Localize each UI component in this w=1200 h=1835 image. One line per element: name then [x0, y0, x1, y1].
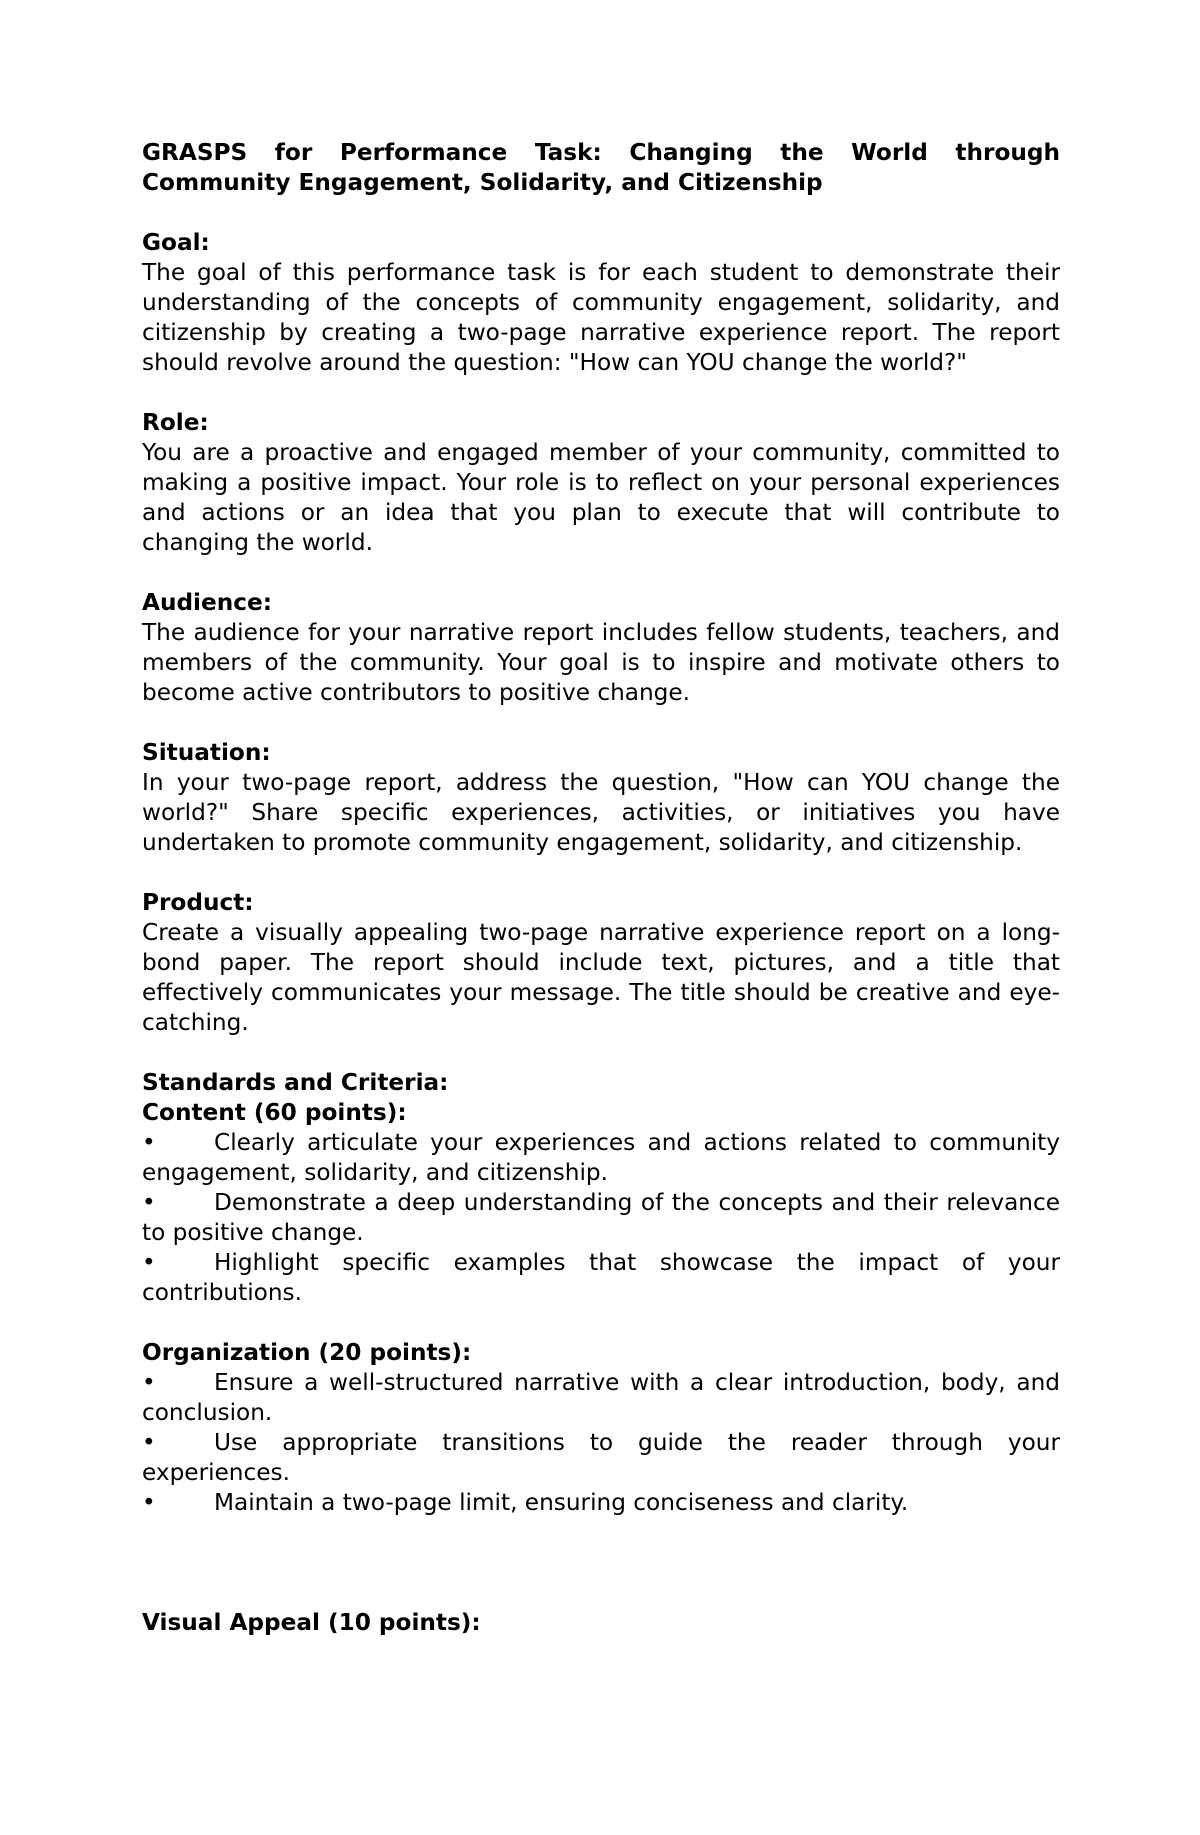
- bullet-icon: •: [142, 1189, 156, 1216]
- standards-heading: Standards and Criteria:: [142, 1069, 449, 1096]
- bullet-icon: •: [142, 1129, 156, 1156]
- organization-bullet-text: Ensure a well-structured narrative with a clear introduction, body, and conclusion.: [142, 1369, 1060, 1426]
- situation-text: In your two-page report, address the question, "How can YOU change the world?" Share specific experiences, activities, or initiatives you have undertaken to promote community engagement, solidarity, and citizenship.: [142, 769, 1060, 856]
- organization-bullet-text: Use appropriate transitions to guide the reader through your experiences.: [142, 1429, 1060, 1486]
- audience-section: [142, 588, 1060, 708]
- organization-bullet-text: Maintain a two-page limit, ensuring conciseness and clarity.: [214, 1489, 909, 1516]
- standards-section: [142, 1068, 1060, 1308]
- organization-section: [142, 1338, 1060, 1518]
- bullet-icon: •: [142, 1489, 156, 1516]
- situation-heading: Situation:: [142, 739, 271, 766]
- bullet-icon: •: [142, 1249, 156, 1276]
- bullet-icon: •: [142, 1369, 156, 1396]
- organization-bullet-item: [142, 1428, 1060, 1488]
- product-heading: Product:: [142, 889, 254, 916]
- content-bullet-item: [142, 1128, 1060, 1188]
- content-bullet-text: Clearly articulate your experiences and actions related to community engagement, solidarity, and citizenship.: [142, 1129, 1060, 1186]
- audience-heading: Audience:: [142, 589, 272, 616]
- goal-text: The goal of this performance task is for each student to demonstrate their understanding of the concepts of community engagement, solidarity, and citizenship by creating a two-page narrative experience report. The report should revolve around the question: "How can YOU change the world?": [142, 259, 1060, 376]
- content-bullet-text: Demonstrate a deep understanding of the concepts and their relevance to positive change.: [142, 1189, 1060, 1246]
- content-bullet-item: [142, 1248, 1060, 1308]
- content-bullet-item: [142, 1188, 1060, 1248]
- organization-bullet-item: [142, 1488, 1060, 1518]
- content-bullet-text: Highlight specific examples that showcase the impact of your contributions.: [142, 1249, 1060, 1306]
- document-page: [142, 138, 1060, 1638]
- content-heading: Content (60 points):: [142, 1099, 407, 1126]
- visual-appeal-section: [142, 1608, 1060, 1638]
- audience-text: The audience for your narrative report includes fellow students, teachers, and members of the community. Your goal is to inspire and motivate others to become active contributors to positive change.: [142, 619, 1060, 706]
- product-section: [142, 888, 1060, 1038]
- document-title: GRASPS for Performance Task: Changing the World through Community Engagement, Solidarity, and Citizenship: [142, 139, 1060, 196]
- role-heading: Role:: [142, 409, 209, 436]
- product-text: Create a visually appealing two-page narrative experience report on a long-bond paper. The report should include text, pictures, and a title that effectively communicates your message. The title should be creative and eye-catching.: [142, 919, 1060, 1036]
- organization-bullet-item: [142, 1368, 1060, 1428]
- role-text: You are a proactive and engaged member of your community, committed to making a positive impact. Your role is to reflect on your personal experiences and actions or an idea that you plan to execute that will contribute to changing the world.: [142, 439, 1060, 556]
- organization-heading: Organization (20 points):: [142, 1339, 472, 1366]
- role-section: [142, 408, 1060, 558]
- goal-heading: Goal:: [142, 229, 210, 256]
- visual-appeal-heading: Visual Appeal (10 points):: [142, 1609, 481, 1636]
- bullet-icon: •: [142, 1429, 156, 1456]
- situation-section: [142, 738, 1060, 858]
- goal-section: [142, 228, 1060, 378]
